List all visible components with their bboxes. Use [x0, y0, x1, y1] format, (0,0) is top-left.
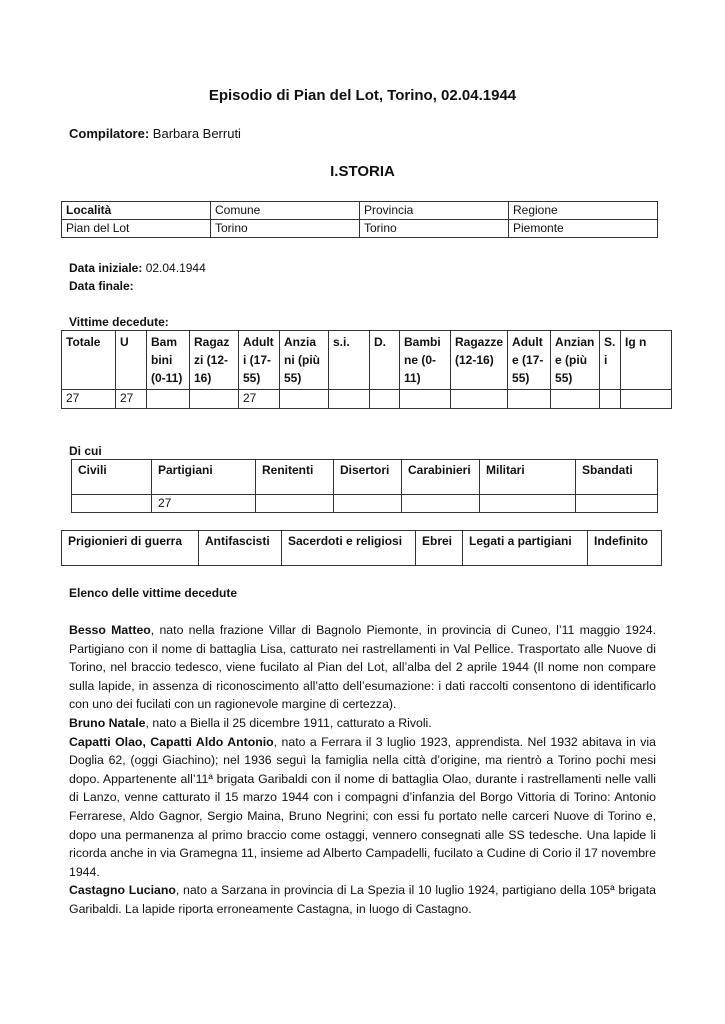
- prigionieri-header-cell: Ebrei: [416, 531, 463, 566]
- victims-value-cell: [551, 390, 600, 409]
- victim-entry: [69, 733, 656, 882]
- location-table: [61, 201, 658, 238]
- victims-value-cell: [600, 390, 621, 409]
- victims-list-title: Elenco delle vittime decedute: [69, 586, 238, 600]
- victims-header-cell: Anzia ni (più 55): [280, 331, 329, 390]
- victims-value-cell: [508, 390, 551, 409]
- victims-value-cell: 27: [116, 390, 147, 409]
- prigionieri-header-cell: Indefinito: [588, 531, 662, 566]
- victims-value-cell: [190, 390, 239, 409]
- di-cui-value-cell: [72, 495, 152, 513]
- victims-value-row: [62, 390, 672, 409]
- compilatore-line: [69, 126, 241, 141]
- di-cui-header-cell: Militari: [480, 460, 576, 495]
- victims-value-cell: [280, 390, 329, 409]
- victim-name: Bruno Natale: [69, 715, 146, 730]
- di-cui-label: Di cui: [69, 444, 102, 458]
- victims-header-row: [62, 331, 672, 390]
- victim-name: Besso Matteo: [69, 623, 151, 637]
- end-date-line: [69, 279, 134, 293]
- prigionieri-table: [61, 530, 662, 566]
- end-date-label: Data finale:: [69, 279, 134, 293]
- victims-value-cell: [621, 390, 672, 409]
- di-cui-header-row: [72, 460, 658, 495]
- victims-header-cell: Totale: [62, 331, 116, 390]
- location-value-cell: Pian del Lot: [62, 220, 211, 238]
- di-cui-table: [71, 459, 658, 513]
- location-header-row: [62, 202, 658, 220]
- victims-header-cell: s.i.: [329, 331, 370, 390]
- di-cui-value-cell: [334, 495, 402, 513]
- victims-header-cell: Bam bini (0-11): [147, 331, 190, 390]
- victim-description: , nato a Sarzana in provincia di La Spezia il 10 luglio 1924, partigiano della 105ª brigata Garibaldi. La lapide riporta erroneamente Castagna, in luogo di Castagno.: [69, 883, 656, 916]
- victim-description: , nato nella frazione Villar di Bagnolo Piemonte, in provincia di Cuneo, l’11 maggio 1924. Partigiano con il nome di battaglia Lisa, catturato nei rastrellamenti in Val Pellice. Trasportato alle Nuove di Torino, nel braccio tedesco, viene fucilato al Pian del Lot, all’alba del 2 aprile 1944 (Il nome non compare sulla lapide, in assenza di riconoscimento all’atto dell’esumazione: i dati raccolti consentono di identificarlo con uno dei fucilati con un ragionevole margine di certezza).: [69, 623, 656, 712]
- victims-header-cell: U: [116, 331, 147, 390]
- victims-header-cell: Ragaz zi (12-16): [190, 331, 239, 390]
- di-cui-header-cell: Renitenti: [256, 460, 334, 495]
- page-title: Episodio di Pian del Lot, Torino, 02.04.1944: [208, 87, 517, 104]
- prigionieri-header-cell: Legati a partigiani: [463, 531, 588, 566]
- location-header-cell: Comune: [211, 202, 360, 220]
- victims-header-cell: Bambi ne (0-11): [400, 331, 451, 390]
- victim-entry: [69, 621, 656, 714]
- location-value-cell: Piemonte: [509, 220, 658, 238]
- di-cui-header-cell: Partigiani: [152, 460, 256, 495]
- location-value-row: [62, 220, 658, 238]
- victims-header-cell: Ragazze (12-16): [451, 331, 508, 390]
- victims-value-cell: 27: [62, 390, 116, 409]
- compilatore-value: Barbara Berruti: [152, 126, 241, 141]
- prigionieri-header-cell: Antifascisti: [199, 531, 282, 566]
- prigionieri-header-row: [62, 531, 662, 566]
- location-header-cell: Regione: [509, 202, 658, 220]
- victims-header-cell: S. i: [600, 331, 621, 390]
- di-cui-value-cell: [576, 495, 658, 513]
- victims-value-cell: [147, 390, 190, 409]
- location-value-cell: Torino: [211, 220, 360, 238]
- victims-header-cell: Adult i (17-55): [239, 331, 280, 390]
- di-cui-value-cell: [256, 495, 334, 513]
- victims-header-cell: Anzian e (più 55): [551, 331, 600, 390]
- victim-entry: [69, 714, 656, 733]
- victims-header-cell: Ig n: [621, 331, 672, 390]
- victims-header-cell: D.: [370, 331, 400, 390]
- victims-value-cell: [370, 390, 400, 409]
- di-cui-value-cell: [402, 495, 480, 513]
- victims-header-cell: Adult e (17-55): [508, 331, 551, 390]
- prigionieri-header-cell: Sacerdoti e religiosi: [282, 531, 416, 566]
- location-header-cell: Località: [62, 202, 211, 220]
- location-value-cell: Torino: [360, 220, 509, 238]
- victims-table: [61, 330, 672, 409]
- victim-description: , nato a Biella il 25 dicembre 1911, catturato a Rivoli.: [145, 715, 432, 730]
- di-cui-header-cell: Civili: [72, 460, 152, 495]
- victims-label: Vittime decedute:: [69, 315, 169, 329]
- start-date-value: 02.04.1944: [145, 261, 206, 275]
- victim-description: , nato a Ferrara il 3 luglio 1923, apprendista. Nel 1932 abitava in via Doglia 62, (oggi Giachino); nel 1936 seguì la famiglia nella città d’origine, ma rientrò a Torino pochi mesi dopo. Appartenente all’11ª brigata Garibaldi con il nome di battaglia Olao, durante i rastrellamenti nelle valli di Lanzo, venne catturato il 15 marzo 1944 con i compagni d’infanzia del Borgo Vittoria di Torino: Antonio Ferrarese, Aldo Gagnor, Sergio Maina, Bruno Negrini; con essi fu portato nelle carceri Nuove di Torino e, dopo una permanenza al primo braccio come ostaggi, vennero consegnati alle SS tedesche. Una lapide li ricorda anche in via Gramegna 11, insieme ad Alberto Campadelli, fucilato a Cudine di Corio il 17 novembre 1944.: [69, 734, 656, 879]
- di-cui-header-cell: Disertori: [334, 460, 402, 495]
- victims-value-cell: 27: [239, 390, 280, 409]
- compilatore-label: Compilatore:: [69, 126, 150, 141]
- victims-value-cell: [400, 390, 451, 409]
- victim-name: Castagno Luciano: [69, 883, 176, 898]
- di-cui-value-row: [72, 495, 658, 513]
- start-date-label: Data iniziale:: [69, 261, 143, 275]
- victims-value-cell: [451, 390, 508, 409]
- location-header-cell: Provincia: [360, 202, 509, 220]
- start-date-line: [69, 261, 206, 275]
- victim-entry: [69, 881, 656, 918]
- prigionieri-header-cell: Prigionieri di guerra: [62, 531, 199, 566]
- di-cui-header-cell: Sbandati: [576, 460, 658, 495]
- section-title: I.STORIA: [330, 163, 395, 180]
- di-cui-value-cell: 27: [152, 495, 256, 513]
- victims-value-cell: [329, 390, 370, 409]
- di-cui-value-cell: [480, 495, 576, 513]
- victim-name: Capatti Olao, Capatti Aldo Antonio: [69, 734, 274, 749]
- di-cui-header-cell: Carabinieri: [402, 460, 480, 495]
- victims-list: [69, 621, 656, 919]
